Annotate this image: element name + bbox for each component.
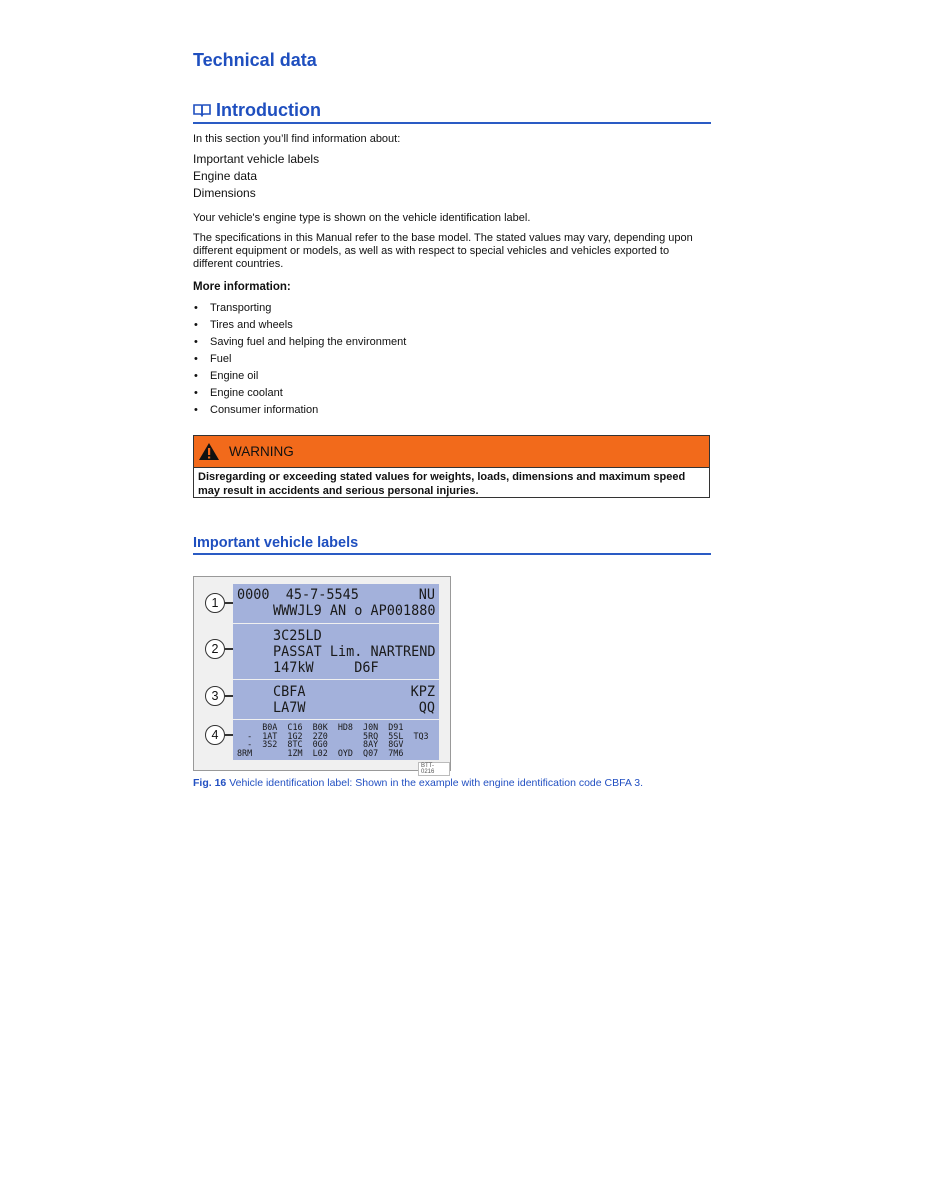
introduction-heading: [193, 99, 711, 124]
label-row: 8RM 1ZM L02 OYD Q07 7M6: [237, 747, 404, 758]
figure-caption: [193, 777, 713, 790]
label-text: NU: [418, 586, 435, 604]
label-block-1: [233, 584, 439, 623]
label-text: 147kW D6F: [273, 659, 379, 677]
callout-line: [225, 648, 233, 650]
label-text: 3C25LD: [273, 627, 322, 645]
warning-triangle-icon: [198, 442, 220, 461]
list-item[interactable]: • Transporting: [193, 300, 406, 317]
callout-marker-4: 4: [205, 725, 225, 745]
specifications-paragraph: The specifications in this Manual refer to the base model. The stated values may vary, depending upon different equipment or models, as well as with respect to special vehicles and vehicles exported to different countries.: [193, 232, 693, 270]
label-text: KPZ: [410, 683, 435, 701]
warning-box: [193, 435, 710, 498]
label-row: [237, 603, 435, 620]
list-item[interactable]: • Tires and wheels: [193, 317, 406, 334]
figure-code: BTT-0216: [418, 762, 450, 776]
list-item[interactable]: • Engine coolant: [193, 385, 406, 402]
introduction-heading-text: Introduction: [216, 100, 321, 120]
label-text: PASSAT Lim. NAR: [273, 643, 395, 661]
more-information-list: [193, 300, 406, 419]
label-text: CBFA: [273, 683, 306, 701]
list-item: Dimensions: [193, 186, 256, 200]
introduction-heading-row: [193, 99, 711, 121]
vehicle-labels-heading-text: Important vehicle labels: [193, 535, 359, 551]
figure-number: Fig. 16: [193, 777, 227, 789]
label-text: LA7W: [273, 699, 306, 717]
list-item[interactable]: • Saving fuel and helping the environment: [193, 334, 406, 351]
list-item[interactable]: • Fuel: [193, 351, 406, 368]
label-row: [273, 700, 435, 717]
label-row: [273, 628, 435, 645]
label-block-2: [233, 624, 439, 679]
label-row: - 1AT 1G2 2Z0 5RQ 5SL TQ3: [237, 730, 429, 741]
callout-marker-3: 3: [205, 686, 225, 706]
vehicle-labels-heading: [193, 535, 711, 555]
label-row: [273, 644, 435, 661]
label-block-3: [233, 680, 439, 719]
label-row: B0A C16 B0K HD8 J0N D91: [237, 722, 404, 732]
warning-text: Disregarding or exceeding stated values for weights, loads, dimensions and maximum speed may result in accidents and serious personal injuries.: [198, 471, 686, 497]
warning-label: WARNING: [229, 444, 294, 459]
callout-line: [225, 734, 233, 736]
callout-marker-1: 1: [205, 593, 225, 613]
page-title: Technical data: [193, 50, 317, 70]
label-row: [273, 660, 435, 677]
label-text: 0000 45-7-5545: [237, 586, 359, 604]
list-item[interactable]: • Engine oil: [193, 368, 406, 385]
list-item: Engine data: [193, 169, 258, 183]
label-text: WWWJL9 AN o AP001880: [273, 602, 436, 620]
list-item[interactable]: • Consumer information: [193, 402, 406, 419]
book-icon: [193, 103, 211, 117]
label-row: [273, 684, 435, 701]
label-text: QQ: [418, 699, 435, 717]
label-row: - 3S2 8TC 0G0 8AY 8GV: [237, 739, 404, 749]
label-block-4: [233, 720, 439, 760]
intro-lead: In this section you’ll find information about:: [193, 133, 401, 145]
label-row: [237, 587, 435, 604]
callout-line: [225, 695, 233, 697]
label-text: TREND: [394, 643, 436, 661]
figure-caption-text: Vehicle identification label: Shown in the example with engine identification code CBFA 3.: [229, 777, 644, 789]
more-information-label: More information:: [193, 281, 291, 293]
callout-line: [225, 602, 233, 604]
topic-list: [193, 151, 319, 202]
engine-type-paragraph: Your vehicle's engine type is shown on the vehicle identification label.: [193, 212, 531, 224]
list-item: Important vehicle labels: [193, 152, 320, 166]
warning-header: [194, 436, 709, 468]
callout-marker-2: 2: [205, 639, 225, 659]
vehicle-identification-label-figure: [193, 576, 451, 775]
